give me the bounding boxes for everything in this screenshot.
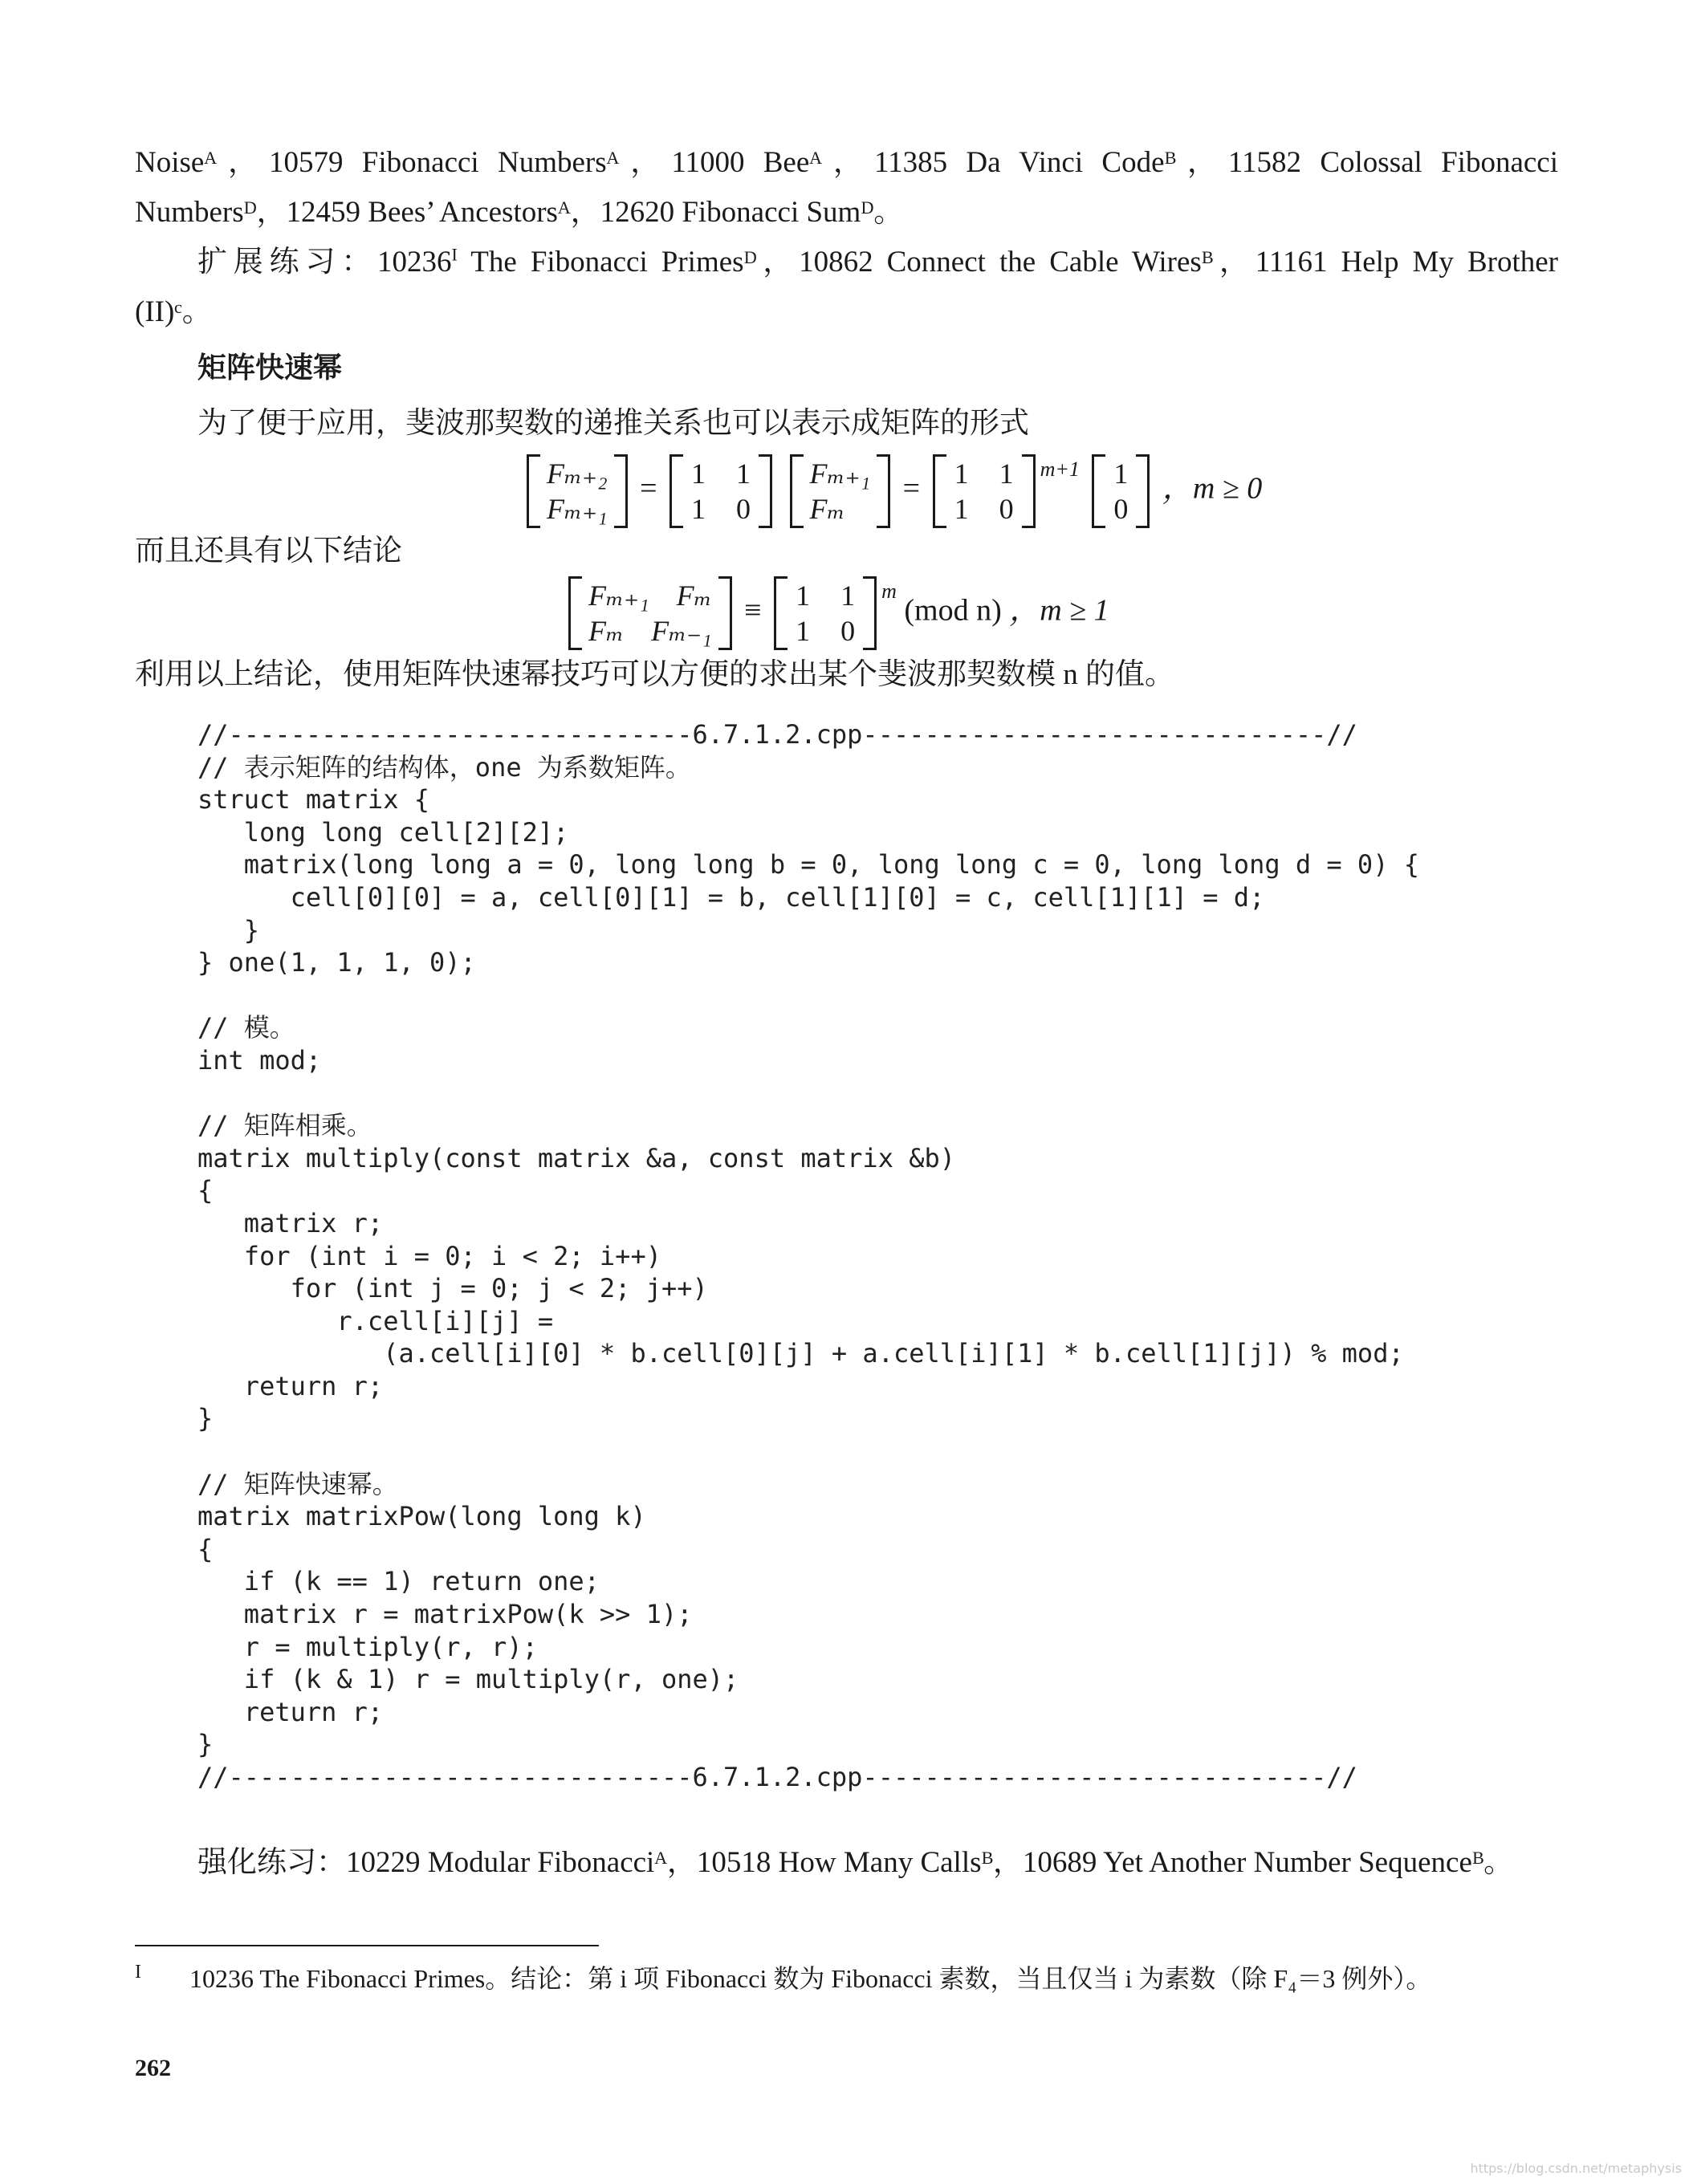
paragraph-extended-practice-line-2: (II)ᶜ。 bbox=[135, 295, 212, 328]
practice-text: 强化练习：10229 Modular Fibonacciᴬ，10518 How Many Callsᴮ，10689 Yet Another Number Sequenceᴮ。 bbox=[197, 1846, 1514, 1879]
paragraph-problem-list-line-1: Noiseᴬ，10579 Fibonacci Numbersᴬ，11000 Beeᴬ，11385 Da Vinci Codeᴮ，11582 Colossal Fibonacci bbox=[135, 146, 1558, 179]
exponent: m bbox=[881, 580, 897, 604]
matrix-cell: Fₘ₊₁ bbox=[809, 458, 871, 490]
matrix-vector bbox=[790, 454, 891, 528]
equation-condition: ，m ≥ 0 bbox=[1162, 471, 1263, 506]
code-listing: //------------------------------6.7.1.2.cpp------------------------------// // 表示矩阵的结构体，one 为系数矩阵。 struct matrix { long long cell[2][2]; matrix(long long a = 0, long long b = 0, long long c = 0, long long d = 0) { cell[0][0] = a, cell[0][1] = b, cell[1][0] = c, cell[1][1] = d; } } one(1, 1, 1, 0); // 模。 int mod; // 矩阵相乘。 matrix multiply(const matrix &a, const matrix &b) { matrix r; for (int i = 0; i < 2; i++) for (int j = 0; j < 2; j++) r.cell[i][j] = (a.cell[i][0] * b.cell[0][j] + a.cell[i][1] * b.cell[1][j]) % mod; return r; } // 矩阵快速幂。 matrix matrixPow(long long k) { if (k == 1) return one; matrix r = matrixPow(k >> 1); r = multiply(r, r); if (k & 1) r = multiply(r, one); return r; } //------------------------------6.7.1.2.cpp------------------------------// bbox=[197, 719, 1419, 1792]
after-text: 利用以上结论，使用矩阵快速幂技巧可以方便的求出某个斐波那契数模 n 的值。 bbox=[135, 658, 1174, 691]
intro-text: 为了便于应用，斐波那契数的递推关系也可以表示成矩阵的形式 bbox=[197, 407, 1029, 440]
extended-practice-list: The Fibonacci Primesᴰ，10862 Connect the Cable Wiresᴮ，11161 Help My Brother bbox=[457, 246, 1558, 279]
section-heading: 矩阵快速幂 bbox=[197, 352, 343, 384]
matrix-cell: 0 bbox=[1113, 493, 1129, 525]
extended-practice-prefix: 扩展练习：10236 bbox=[197, 246, 452, 279]
matrix-cell: 1 bbox=[999, 458, 1014, 490]
equation-matrix-power: Fₘ₊₁ Fₘ Fₘ Fₘ₋₁ ≡ 1 1 1 0 $^m$ (mod n) ，m ≥ 1 bbox=[564, 576, 1109, 650]
footnote-divider bbox=[135, 1945, 599, 1946]
footnote-mark: I bbox=[135, 1962, 141, 1983]
modulus: (mod n) bbox=[904, 593, 1002, 628]
matrix-cell: Fₘ bbox=[588, 615, 625, 647]
matrix-fibonacci bbox=[568, 576, 732, 650]
matrix-cell: 1 bbox=[796, 580, 811, 612]
matrix-q-power bbox=[933, 454, 1036, 528]
matrix-cell: Fₘ₊₁ bbox=[588, 580, 649, 612]
matrix-cell: 1 bbox=[840, 580, 856, 612]
matrix-cell: 0 bbox=[736, 493, 751, 525]
matrix-cell: Fₘ₋₁ bbox=[651, 615, 712, 647]
exponent: m+1 bbox=[1040, 458, 1080, 482]
matrix-lhs-vector bbox=[527, 454, 628, 528]
paragraph-problem-list-line-2: Numbersᴰ，12459 Bees’ Ancestorsᴬ，12620 Fibonacci Sumᴰ。 bbox=[135, 196, 904, 229]
matrix-cell: Fₘ bbox=[676, 580, 712, 612]
equation-recurrence-matrix: Fₘ₊₂ Fₘ₊₁ = 1 1 1 0 Fₘ₊₁ Fₘ = 1 1 1 0 $^{m+1}$ 1 0 ，m ≥ 0 bbox=[522, 454, 1262, 528]
matrix-unit-vector bbox=[1092, 454, 1150, 528]
equation-condition: ，m ≥ 1 bbox=[1009, 593, 1109, 628]
matrix-cell: 1 bbox=[1113, 458, 1129, 490]
matrix-cell: Fₘ₊₁ bbox=[547, 493, 608, 525]
matrix-cell: Fₘ₊₂ bbox=[547, 458, 608, 490]
matrix-cell: 1 bbox=[796, 615, 811, 647]
matrix-q bbox=[669, 454, 772, 528]
matrix-cell: 0 bbox=[840, 615, 856, 647]
footnote-reference[interactable]: I bbox=[451, 244, 458, 265]
middle-text: 而且还具有以下结论 bbox=[135, 535, 402, 567]
matrix-cell: 0 bbox=[999, 493, 1014, 525]
matrix-cell: 1 bbox=[691, 458, 706, 490]
paragraph-extended-practice-line-1 bbox=[197, 238, 1558, 287]
matrix-q bbox=[774, 576, 877, 650]
watermark: https://blog.csdn.net/metaphysis bbox=[1470, 2161, 1682, 2176]
footnote-text: 10236 The Fibonacci Primes。结论：第 i 项 Fibonacci 数为 Fibonacci 素数，当且仅当 i 为素数（除 F₄＝3 例外）。 bbox=[189, 1964, 1432, 1993]
matrix-cell: 1 bbox=[954, 493, 969, 525]
page-number: 262 bbox=[135, 2055, 171, 2081]
matrix-cell: 1 bbox=[736, 458, 751, 490]
matrix-cell: 1 bbox=[954, 458, 969, 490]
matrix-cell: 1 bbox=[691, 493, 706, 525]
matrix-cell: Fₘ bbox=[809, 493, 845, 525]
